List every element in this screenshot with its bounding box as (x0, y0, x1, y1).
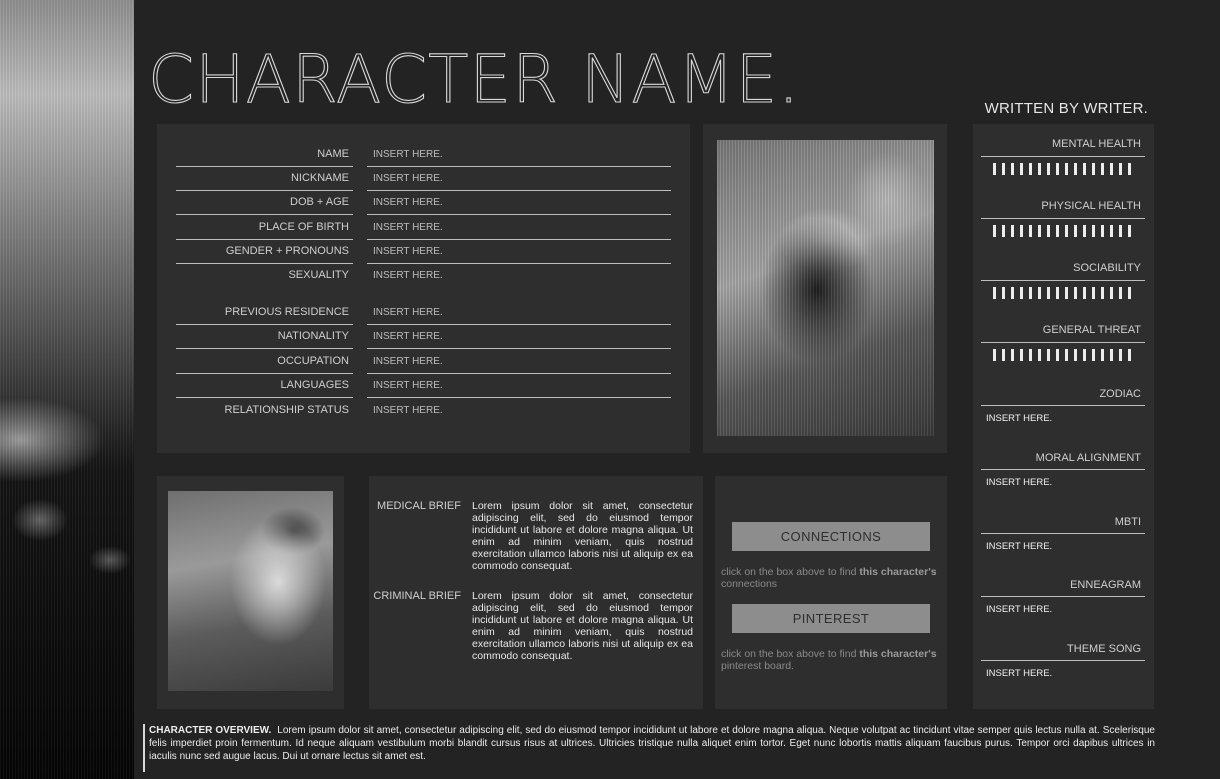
meter-label: MENTAL HEALTH (1051, 138, 1141, 150)
info-row (157, 355, 690, 379)
meter-tick (1056, 287, 1059, 299)
meter-label: SOCIABILITY (1073, 262, 1141, 274)
info-value[interactable]: INSERT HERE. (373, 307, 443, 318)
meter-tick (1092, 349, 1095, 361)
meter-tick (1083, 163, 1086, 175)
stat-field-label: ZODIAC (1099, 388, 1141, 400)
character-overview (143, 724, 1155, 772)
overview-label: CHARACTER OVERVIEW. (149, 725, 272, 736)
info-value[interactable]: INSERT HERE. (373, 331, 443, 342)
stat-field-value[interactable]: INSERT HERE. (986, 668, 1053, 680)
info-row (157, 404, 690, 428)
links-panel (715, 476, 947, 709)
info-divider (367, 373, 671, 374)
info-label: GENDER + PRONOUNS (225, 245, 349, 257)
info-value[interactable]: INSERT HERE. (373, 246, 443, 257)
meter-tick (1128, 163, 1131, 175)
info-value[interactable]: INSERT HERE. (373, 197, 443, 208)
info-divider (176, 263, 353, 264)
meter-tick (1011, 163, 1014, 175)
info-divider (176, 373, 353, 374)
info-row (157, 379, 690, 403)
meter-tick (1020, 349, 1023, 361)
meter-tick (1074, 163, 1077, 175)
info-label: LANGUAGES (280, 379, 349, 391)
meter-tick (1128, 225, 1131, 237)
meter-tick (1119, 225, 1122, 237)
info-value[interactable]: INSERT HERE. (373, 380, 443, 391)
stat-field-value[interactable]: INSERT HERE. (986, 413, 1053, 424)
info-value[interactable]: INSERT HERE. (373, 405, 443, 416)
meter-tick (1092, 225, 1095, 237)
info-divider (176, 190, 353, 191)
meter-tick (1047, 225, 1050, 237)
meter-tick (1029, 287, 1032, 299)
info-divider (367, 397, 671, 398)
stat-field-value[interactable]: INSERT HERE. (986, 540, 1053, 552)
meter-bars (993, 287, 1131, 299)
meter-divider (981, 342, 1145, 343)
meter-tick (1038, 287, 1041, 299)
info-divider (176, 166, 353, 167)
stat-field-label: ENNEAGRAM (1070, 579, 1141, 592)
character-portrait-image (717, 140, 934, 436)
stat-field-divider (981, 469, 1145, 470)
info-divider (367, 239, 671, 240)
info-row (157, 148, 690, 172)
info-row (157, 172, 690, 196)
meter-tick (1011, 287, 1014, 299)
info-panel (157, 124, 690, 453)
criminal-brief-text: Lorem ipsum dolor sit amet, consectetur adipiscing elit, sed do eiusmod tempor incididunt ut labore et dolore magna aliqua. Ut enim ad minim veniam, quis nostrud exercitation ullamco laboris nisi ut aliquip ex ea commodo consequat. (472, 590, 693, 663)
info-divider (367, 190, 671, 191)
meter-label: GENERAL THREAT (1042, 324, 1141, 336)
meter-tick (1101, 163, 1104, 175)
meter-tick (1110, 287, 1113, 299)
info-row (157, 221, 690, 245)
meter-tick (1101, 225, 1104, 237)
meter-tick (1110, 163, 1113, 175)
meter-tick (993, 287, 996, 299)
meter-tick (1020, 163, 1023, 175)
meter-bars (993, 225, 1131, 237)
meter-tick (1074, 287, 1077, 299)
meter-divider (981, 218, 1145, 219)
meter-tick (1083, 349, 1086, 361)
meter-divider (981, 280, 1145, 281)
meter-tick (1047, 349, 1050, 361)
info-value[interactable]: INSERT HERE. (373, 149, 443, 160)
info-value[interactable]: INSERT HERE. (373, 356, 443, 367)
connections-button[interactable]: CONNECTIONS (732, 522, 930, 551)
stat-field-divider (981, 533, 1145, 534)
meter-tick (1110, 349, 1113, 361)
meter-tick (993, 225, 996, 237)
info-row (157, 306, 690, 330)
meter-tick (1065, 349, 1068, 361)
meter-tick (1011, 349, 1014, 361)
meter-tick (1101, 287, 1104, 299)
info-divider (176, 214, 353, 215)
meter-tick (993, 349, 996, 361)
meter-tick (1002, 225, 1005, 237)
decorative-side-image (0, 0, 134, 779)
info-label: OCCUPATION (277, 355, 349, 367)
meter-tick (1101, 349, 1104, 361)
meter-tick (1119, 349, 1122, 361)
meter-bars (993, 349, 1131, 361)
meter-tick (1092, 287, 1095, 299)
info-label: NICKNAME (290, 172, 349, 184)
stat-field-label: THEME SONG (1067, 643, 1141, 656)
info-row (157, 330, 690, 354)
writer-credit: WRITTEN BY WRITER. (984, 100, 1148, 117)
meter-tick (1083, 287, 1086, 299)
connections-hint-bold: this character's (859, 566, 937, 578)
meter-tick (1119, 163, 1122, 175)
info-divider (367, 348, 671, 349)
stat-field-divider (981, 596, 1145, 597)
info-label: NATIONALITY (277, 330, 349, 342)
meter-tick (1029, 225, 1032, 237)
pinterest-hint-bold: this character's (859, 648, 937, 660)
criminal-brief-label: CRIMINAL BRIEF (373, 590, 461, 602)
meter-tick (1020, 225, 1023, 237)
medical-brief-text: Lorem ipsum dolor sit amet, consectetur adipiscing elit, sed do eiusmod tempor incididunt ut labore et dolore magna aliqua. Ut enim ad minim veniam, quis nostrud exercitation ullamco laboris nisi ut aliquip ex ea commodo consequat. (472, 500, 693, 573)
info-divider (176, 348, 353, 349)
pinterest-hint (721, 648, 947, 672)
character-secondary-image (168, 491, 333, 691)
meter-divider (981, 156, 1145, 157)
info-value[interactable]: INSERT HERE. (373, 222, 443, 233)
meter-tick (993, 163, 996, 175)
pinterest-hint-prefix: click on the box above to find (721, 648, 860, 660)
connections-hint-suffix: connections (721, 578, 778, 590)
meter-tick (1011, 225, 1014, 237)
meter-tick (1056, 225, 1059, 237)
meter-tick (1092, 163, 1095, 175)
meter-label: PHYSICAL HEALTH (1041, 200, 1141, 212)
meter-tick (1065, 225, 1068, 237)
info-divider (367, 166, 671, 167)
overview-text: Lorem ipsum dolor sit amet, consectetur adipiscing elit, sed do eiusmod tempor incididunt ut labore et dolore magna aliqua. Neque volutpat ac tincidunt vitae semper quis lectus nulla at. Scelerisque felis imperdiet proin fermentum. Id neque aliquam vestibulum morbi blandit cursus risus at ultrices. Ultricies tristique nulla aliquet enim tortor. Eget nunc lobortis mattis aliquam faucibus purus. Tempor orci dapibus ultrices in iaculis nunc sed augue lacus. Dui ut ornare lectus sit amet est. (149, 725, 1155, 763)
meter-tick (1038, 349, 1041, 361)
meter-tick (1056, 349, 1059, 361)
info-label: DOB + AGE (290, 196, 349, 208)
info-divider (176, 397, 353, 398)
meter-tick (1047, 163, 1050, 175)
pinterest-hint-suffix: pinterest board. (721, 660, 794, 672)
meter-tick (1002, 287, 1005, 299)
meter-tick (1047, 287, 1050, 299)
info-divider (176, 239, 353, 240)
info-label: PLACE OF BIRTH (258, 221, 349, 233)
meter-bars (993, 163, 1131, 175)
stat-field-divider (981, 660, 1145, 661)
meter-tick (1065, 163, 1068, 175)
stats-panel (973, 124, 1154, 709)
meter-tick (1083, 225, 1086, 237)
stat-field-divider (981, 405, 1145, 406)
meter-tick (1038, 225, 1041, 237)
meter-tick (1056, 163, 1059, 175)
stat-field-label: MBTI (1114, 515, 1141, 528)
connections-hint-prefix: click on the box above to find (721, 566, 860, 578)
info-divider (176, 324, 353, 325)
meter-tick (1038, 163, 1041, 175)
meter-tick (1128, 287, 1131, 299)
info-label: PREVIOUS RESIDENCE (224, 306, 349, 318)
stat-field-value[interactable]: INSERT HERE. (986, 476, 1053, 488)
meter-tick (1065, 287, 1068, 299)
pinterest-button[interactable]: PINTEREST (732, 604, 930, 633)
info-value[interactable]: INSERT HERE. (373, 270, 443, 281)
medical-brief-label: MEDICAL BRIEF (377, 500, 461, 512)
meter-tick (1119, 287, 1122, 299)
briefs-panel (369, 476, 703, 709)
info-label: SEXUALITY (288, 269, 349, 281)
meter-tick (1029, 163, 1032, 175)
info-label: RELATIONSHIP STATUS (224, 404, 349, 416)
info-row (157, 245, 690, 269)
page-title: CHARACTER NAME. (148, 41, 801, 118)
info-row (157, 269, 690, 293)
info-divider (367, 214, 671, 215)
meter-tick (1029, 349, 1032, 361)
info-value[interactable]: INSERT HERE. (373, 173, 443, 184)
meter-tick (1128, 349, 1131, 361)
meter-tick (1110, 225, 1113, 237)
info-divider (367, 324, 671, 325)
info-label: NAME (317, 148, 349, 160)
meter-tick (1074, 349, 1077, 361)
stat-field-value[interactable]: INSERT HERE. (986, 604, 1053, 616)
meter-tick (1002, 163, 1005, 175)
meter-tick (1074, 225, 1077, 237)
info-row (157, 196, 690, 220)
info-divider (367, 263, 671, 264)
stat-field-label: MORAL ALIGNMENT (1035, 451, 1141, 464)
meter-tick (1020, 287, 1023, 299)
meter-tick (1002, 349, 1005, 361)
connections-hint (721, 566, 947, 590)
